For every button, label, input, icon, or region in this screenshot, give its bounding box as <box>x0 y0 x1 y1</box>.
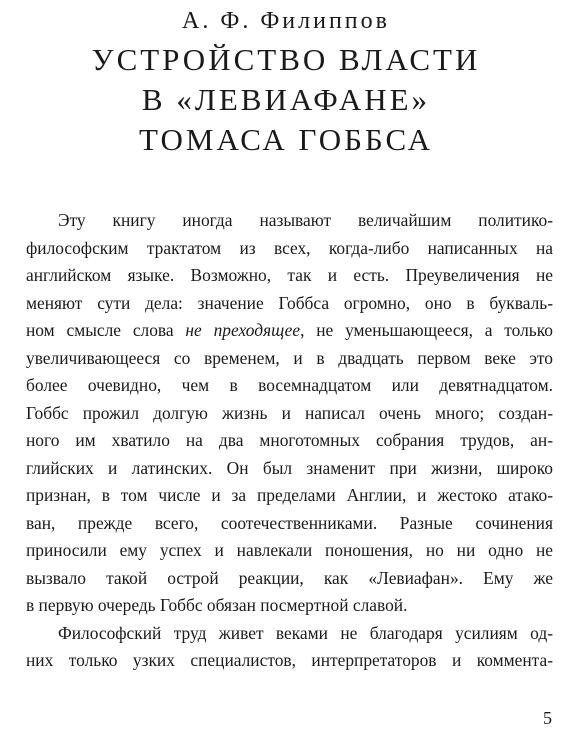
title-line: В «ЛЕВИАФАНЕ» <box>141 82 431 117</box>
page-number: 5 <box>543 708 552 728</box>
text-line: английском языке. Возможно, так и есть. Преувеличения не <box>26 265 553 285</box>
text-line: признан, в том числе и за пределами Англии, и жестоко атако- <box>26 485 553 505</box>
text-line: в первую очередь Гоббс обязан посмертной славой. <box>26 595 408 615</box>
text-line: глийских и латинских. Он был знаменит при жизни, широко <box>26 457 553 478</box>
text-line: них только узких специалистов, интерпретаторов и коммента- <box>26 650 553 670</box>
text-line: ного им хватило на два многотомных собрания трудов, ан- <box>26 430 553 450</box>
title-line: ТОМАСА ГОББСА <box>138 122 434 157</box>
text-line: приносили ему успех и навлекали поношения, но ни одно не <box>26 540 553 560</box>
body-text <box>26 207 553 675</box>
text-line: увеличивающееся со временем, и в двадцать первом веке это <box>26 347 553 368</box>
text-line: ван, прежде всего, соотечественниками. Разные сочинения <box>26 512 553 533</box>
title-line: УСТРОЙСТВО ВЛАСТИ <box>91 42 481 77</box>
text-run: ном смысле слова <box>26 320 186 340</box>
text-line: меняют сути дела: значение Гоббса огромно, оно в букваль- <box>26 292 553 313</box>
text-line <box>26 317 553 345</box>
author-name: А. Ф. Филиппов <box>182 8 390 34</box>
text-line: более очевидно, чем в восемнадцатом или девятнадцатом. <box>26 375 553 395</box>
chapter-title <box>0 40 572 160</box>
emphasis-text: не преходящее <box>185 320 301 340</box>
text-line: Философский труд живет веками не благодаря усилиям од- <box>58 622 553 643</box>
text-run: , не уменьшающееся, а только <box>300 320 553 340</box>
text-line: Гоббс прожил долгую жизнь и написал очень много; создан- <box>26 402 553 423</box>
text-line: Эту книгу иногда называют величайшим политико- <box>58 210 553 230</box>
text-line: вызвало такой острой реакции, как «Левиафан». Ему же <box>26 567 553 588</box>
text-line: философским трактатом из всех, когда-либо написанных на <box>26 237 553 258</box>
